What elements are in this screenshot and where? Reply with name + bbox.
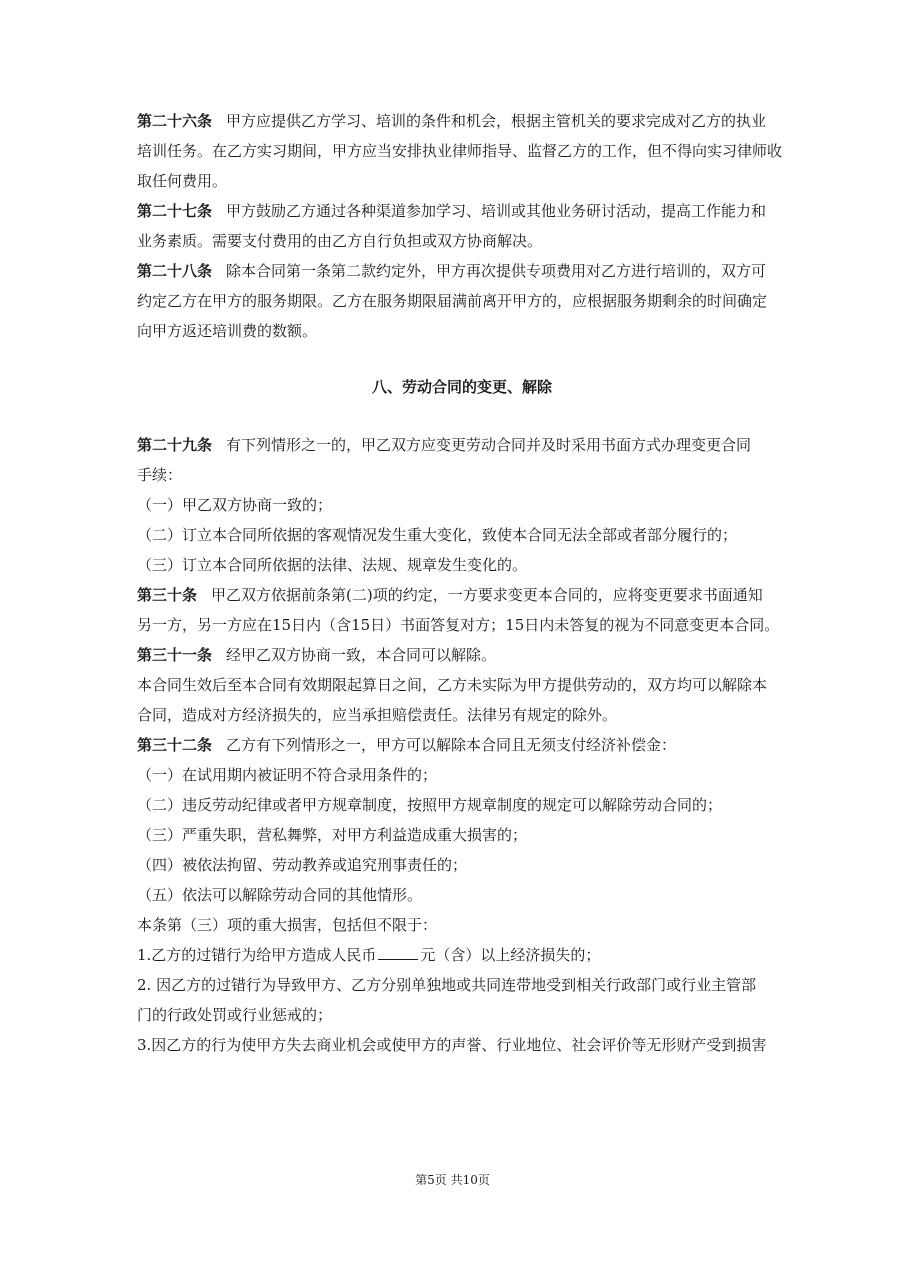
article-text: 培训任务。在乙方实习期间，甲方应当安排执业律师指导、监督乙方的工作，但不得向实习律师收	[137, 142, 783, 160]
article-heading: 第三十二条	[137, 736, 213, 754]
article-heading: 第二十九条	[137, 436, 213, 454]
article-heading: 第二十六条	[137, 112, 213, 130]
article-note: 本条第（三）项的重大损害，包括但不限于：	[137, 916, 438, 934]
article-text: 合同，造成对方经济损失的，应当承担赔偿责任。法律另有规定的除外。	[137, 706, 618, 724]
page-number: 第5页 共10页	[415, 1173, 490, 1187]
sub-item-3: 3.因乙方的行为使甲方失去商业机会或使甲方的声誉、行业地位、社会评价等无形财产受到损害	[137, 1036, 767, 1054]
list-item: （五）依法可以解除劳动合同的其他情形。	[137, 886, 423, 904]
list-item: （一）甲乙双方协商一致的；	[137, 496, 333, 514]
article-26	[137, 106, 787, 196]
sub-item-2: 2. 因乙方的过错行为导致甲方、乙方分别单独地或共同连带地受到相关行政部门或行业主管部	[137, 976, 757, 994]
sub-item-text: 1.乙方的过错行为给甲方造成人民币	[137, 946, 377, 964]
sub-item-2-cont: 门的行政处罚或行业惩戒的；	[137, 1006, 333, 1024]
document-body	[137, 106, 787, 1060]
list-item: （四）被依法拘留、劳动教养或追究刑事责任的；	[137, 856, 468, 874]
section-title: 八、劳动合同的变更、解除	[371, 378, 552, 396]
list-item: （二）订立本合同所依据的客观情况发生重大变化，致使本合同无法全部或者部分履行的；	[137, 526, 738, 544]
article-heading: 第三十一条	[137, 646, 213, 664]
sub-item-text: 元（含）以上经济损失的；	[420, 946, 601, 964]
article-text: 经甲乙双方协商一致，本合同可以解除。	[226, 646, 497, 664]
article-text: 向甲方返还培训费的数额。	[137, 322, 318, 340]
article-text: 手续：	[137, 466, 183, 484]
list-item: （二）违反劳动纪律或者甲方规章制度，按照甲方规章制度的规定可以解除劳动合同的；	[137, 796, 723, 814]
article-text: 约定乙方在甲方的服务期限。乙方在服务期限届满前离开甲方的，应根据服务期剩余的时间确定	[137, 292, 768, 310]
article-text: 有下列情形之一的，甲乙双方应变更劳动合同并及时采用书面方式办理变更合同	[226, 436, 752, 454]
article-heading: 第二十八条	[137, 262, 213, 280]
article-text: 乙方有下列情形之一，甲方可以解除本合同且无须支付经济补偿金：	[226, 736, 677, 754]
article-text: 甲方应提供乙方学习、培训的条件和机会，根据主管机关的要求完成对乙方的执业	[226, 112, 767, 130]
article-27	[137, 196, 787, 256]
article-text: 另一方，另一方应在15日内（含15日）书面答复对方；15日内未答复的视为不同意变更本合同。	[137, 616, 780, 634]
article-text: 甲乙双方依据前条第(二)项的约定，一方要求变更本合同的，应将变更要求书面通知	[211, 586, 763, 604]
list-item: （一）在试用期内被证明不符合录用条件的；	[137, 766, 438, 784]
article-text: 除本合同第一条第二款约定外，甲方再次提供专项费用对乙方进行培训的，双方可	[226, 262, 767, 280]
article-32	[137, 730, 787, 1060]
list-item: （三）订立本合同所依据的法律、法规、规章发生变化的。	[137, 556, 528, 574]
article-29	[137, 430, 787, 580]
article-text: 甲方鼓励乙方通过各种渠道参加学习、培训或其他业务研讨活动，提高工作能力和	[226, 202, 767, 220]
article-text: 取任何费用。	[137, 172, 228, 190]
sub-item-1	[137, 940, 787, 970]
article-text: 本合同生效后至本合同有效期限起算日之间，乙方未实际为甲方提供劳动的，双方均可以解除本	[137, 676, 768, 694]
article-30	[137, 580, 787, 640]
article-28	[137, 256, 787, 346]
article-text: 业务素质。需要支付费用的由乙方自行负担或双方协商解决。	[137, 232, 543, 250]
article-heading: 第二十七条	[137, 202, 213, 220]
article-31	[137, 640, 787, 730]
article-heading: 第三十条	[137, 586, 198, 604]
list-item: （三）严重失职，营私舞弊，对甲方利益造成重大损害的；	[137, 826, 528, 844]
blank-amount-field	[378, 945, 418, 960]
